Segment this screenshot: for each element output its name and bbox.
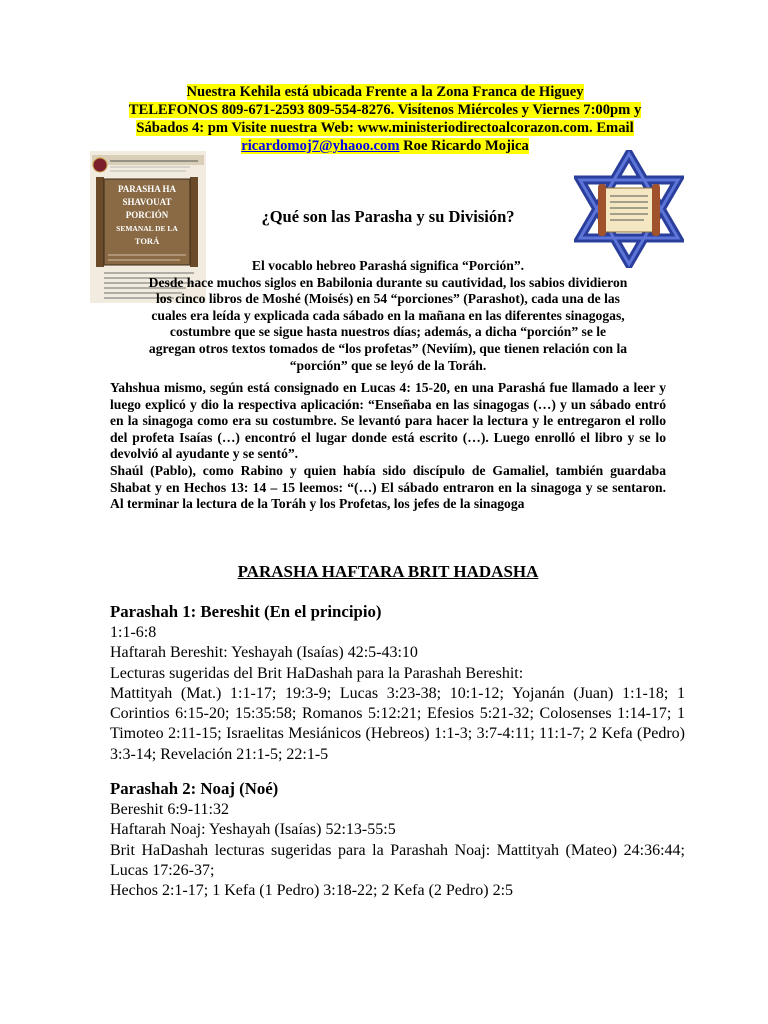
- parashah-heading: Parashah 2: Noaj (Noé): [110, 779, 279, 798]
- torah-reading: Bereshit 6:9-11:32: [110, 801, 229, 818]
- header-line-2: TELEFONOS 809-671-2593 809-554-8276. Visítenos Miércoles y Viernes 7:00pm y: [128, 102, 642, 118]
- author-name: Roe Ricardo Mojica: [399, 138, 529, 154]
- body-paragraph-yahshua: Yahshua mismo, según está consignado en Lucas 4: 15-20, en una Parashá fue llamado a leer y luego explicó y dio la respectiva aplicación: “Enseñaba en las sinagogas (…) y un sábado entró en la sinagoga como era su costumbre. Se levantó para hacer la lectura y le entregaron el rollo del profeta Isaías (…) encontró el lugar donde está escrito (…). Luego enrolló el libro y se lo devolvió al ayudante y se sentó”.: [110, 380, 666, 462]
- poster-label-4: SEMANAL DE LA: [116, 224, 178, 233]
- header-line-3: Sábados 4: pm Visite nuestra Web: www.ministeriodirectoalcorazon.com. Email: [136, 120, 634, 136]
- intro-line: El vocablo hebreo Parashá significa “Porción”.: [251, 258, 525, 273]
- intro-line: agregan otros textos tomados de “los profetas” (Neviím), que tienen relación con la: [148, 340, 628, 356]
- poster-label-3: PORCIÓN: [125, 210, 169, 220]
- header-line-1: Nuestra Kehila está ubicada Frente a la Zona Franca de Higuey: [186, 84, 584, 100]
- parashah-1-block: [110, 601, 685, 765]
- poster-label-5: TORÁ: [134, 236, 160, 246]
- poster-label-2: SHAVOUAT: [122, 197, 172, 207]
- haftarah-reading: Haftarah Bereshit: Yeshayah (Isaías) 42:5-43:10: [110, 644, 418, 662]
- document-title: ¿Qué son las Parasha y su División?: [261, 207, 515, 226]
- intro-line: Desde hace muchos siglos en Babilonia durante su cautividad, los sabios dividieron: [148, 274, 628, 290]
- poster-label-1: PARASHA HA: [117, 184, 177, 194]
- torah-reading: 1:1-6:8: [110, 624, 157, 641]
- parashah-heading: Parashah 1: Bereshit (En el principio): [110, 602, 382, 621]
- parashah-2-block: [110, 778, 685, 901]
- body-paragraph-shaul: Shaúl (Pablo), como Rabino y quien había sido discípulo de Gamaliel, también guardaba Shabat y en Hechos 13: 14 – 15 leemos: “(…) El sábado entraron en la sinagoga y se sentaron. Al terminar la lectura de la Toráh y los Profetas, los jefes de la sinagoga: [110, 462, 666, 512]
- body-text: [110, 380, 666, 513]
- intro-line: cuales era leída y explicada cada sábado en la mañana en las diferentes sinagogas,: [151, 307, 625, 323]
- intro-line: los cinco libros de Moshé (Moisés) en 54 “porciones” (Parashot), cada una de las: [156, 291, 620, 307]
- brit-references: Hechos 2:1-17; 1 Kefa (1 Pedro) 3:18-22; 2 Kefa (2 Pedro) 2:5: [110, 882, 514, 900]
- brit-intro: Lecturas sugeridas del Brit HaDashah para la Parashah Bereshit:: [110, 664, 524, 682]
- email-link[interactable]: ricardomoj7@yhaoo.com: [241, 138, 400, 154]
- intro-line: “porción” que se leyó de la Toráh.: [289, 357, 487, 373]
- brit-references: Mattityah (Mat.) 1:1-17; 19:3-9; Lucas 3:23-38; 10:1-12; Yojanán (Juan) 1:1-18; 1 Corintios 6:15-20; 15:35:58; Romanos 5:12:21; Efesios 5:21-32; Colosenses 1:14-17; 1 Timoteo 2:11-15; Israelitas Mesiánicos (Hebreos) 1:1-3; 3:7-4:11; 11:1-7; 2 Kefa (Pedro) 3:3-14; Revelación 21:1-5; 22:1-5: [110, 684, 685, 763]
- brit-intro: Brit HaDashah lecturas sugeridas para la Parashah Noaj: Mattityah (Mateo) 24:36:44; Lucas 17:26-37;: [110, 841, 685, 879]
- intro-paragraph: [110, 258, 666, 374]
- congregation-header: [100, 83, 670, 155]
- section-heading: PARASHA HAFTARA BRIT HADASHA: [237, 562, 539, 581]
- haftarah-reading: Haftarah Noaj: Yeshayah (Isaías) 52:13-55:5: [110, 821, 396, 839]
- star-of-david-icon: [574, 150, 684, 268]
- intro-line: costumbre que se sigue hasta nuestros días; además, a dicha “porción” se le: [169, 324, 607, 340]
